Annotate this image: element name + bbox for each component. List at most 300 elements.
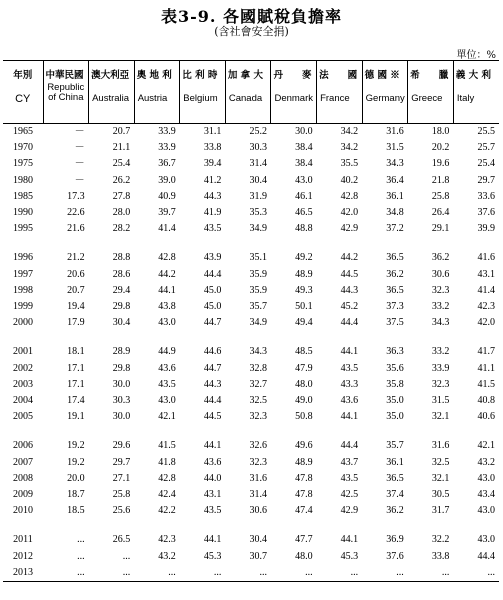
header-col-zh: 丹 麥 <box>273 70 312 81</box>
value-cell: ... <box>122 550 131 562</box>
header-col-france <box>317 61 363 124</box>
table-row <box>3 487 499 503</box>
value-cell: 30.5 <box>431 489 450 501</box>
year-cell: 2008 <box>13 472 33 484</box>
year-cell: 1996 <box>13 252 33 264</box>
table-row <box>3 532 499 548</box>
value-cell: 18.0 <box>431 126 450 137</box>
table-row <box>3 283 499 299</box>
header-col-denmark <box>271 61 317 124</box>
page-title: 表3-9. 各國賦稅負擔率 <box>160 7 343 26</box>
value-cell: 19.1 <box>67 411 85 423</box>
value-cell: 43.3 <box>340 378 359 390</box>
table-row <box>3 409 499 425</box>
value-cell: 49.4 <box>295 317 313 329</box>
value-cell: 30.6 <box>431 268 450 280</box>
value-cell: 42.5 <box>340 489 359 501</box>
value-cell: 41.5 <box>158 440 176 452</box>
year-cell: 1995 <box>13 223 33 235</box>
value-cell: 44.1 <box>203 534 222 546</box>
value-cell: 34.3 <box>249 346 267 358</box>
value-cell: 29.8 <box>112 362 131 374</box>
header-col-zh: 法 國 <box>319 70 358 81</box>
value-cell: 42.1 <box>477 440 495 452</box>
value-cell: 45.3 <box>340 550 359 562</box>
value-cell: ... <box>317 565 363 582</box>
value-cell: 33.9 <box>158 142 176 154</box>
year-cell: 2003 <box>13 378 33 390</box>
value-cell: 50.8 <box>295 411 313 423</box>
value-cell: 25.2 <box>249 126 267 137</box>
value-cell: 35.0 <box>386 395 404 407</box>
value-cell: 42.4 <box>158 489 176 501</box>
value-cell: 31.1 <box>203 126 222 137</box>
value-cell: 35.7 <box>249 301 267 313</box>
value-cell: 29.7 <box>477 174 495 186</box>
value-cell: 43.5 <box>203 505 222 517</box>
value-cell: 45.3 <box>203 550 222 562</box>
value-cell: 28.9 <box>112 346 131 358</box>
value-cell: 21.1 <box>112 142 131 154</box>
table-body <box>3 124 499 582</box>
value-cell: 28.2 <box>112 223 131 235</box>
value-cell: 32.3 <box>431 378 450 390</box>
value-cell: 25.4 <box>477 158 495 170</box>
table-row <box>3 471 499 487</box>
value-cell: 33.6 <box>477 190 495 202</box>
value-cell: 43.7 <box>340 456 359 468</box>
value-cell: ... <box>134 565 180 582</box>
value-cell: 40.2 <box>340 174 359 186</box>
value-cell: 25.4 <box>112 158 131 170</box>
value-cell: 43.5 <box>340 472 359 484</box>
value-cell: 48.0 <box>295 550 313 562</box>
table-row <box>3 455 499 471</box>
value-cell: 43.8 <box>158 301 176 313</box>
value-cell: 29.7 <box>112 456 131 468</box>
value-cell: 49.0 <box>295 395 313 407</box>
value-cell: ... <box>77 534 85 546</box>
value-cell: 36.1 <box>386 190 404 202</box>
header-col-canada <box>225 61 271 124</box>
header-col-zh: 德 國 ※ <box>364 70 400 81</box>
value-cell: 47.9 <box>295 362 313 374</box>
value-cell: 35.9 <box>249 268 267 280</box>
value-cell: 31.5 <box>431 395 450 407</box>
value-cell: 43.0 <box>477 505 495 517</box>
value-cell: 18.7 <box>67 489 85 501</box>
value-cell: 29.4 <box>112 284 131 296</box>
value-cell: 28.8 <box>112 252 131 264</box>
value-cell: 41.7 <box>477 346 495 358</box>
unit-label: 單位：% <box>456 50 496 61</box>
value-cell: 36.5 <box>386 252 404 264</box>
value-cell: 20.7 <box>112 126 131 137</box>
year-cell: 1975 <box>13 158 33 170</box>
value-cell: 39.0 <box>158 174 176 186</box>
value-cell: 33.8 <box>203 142 222 154</box>
value-cell: 34.3 <box>431 317 450 329</box>
value-cell: 28.6 <box>112 268 131 280</box>
value-cell: 31.4 <box>249 158 267 170</box>
year-cell: 2012 <box>13 550 33 562</box>
value-cell: 44.5 <box>340 268 359 280</box>
header-col-en: Belgium <box>183 93 218 104</box>
value-cell: ... <box>408 565 454 582</box>
value-cell: 30.6 <box>249 505 267 517</box>
value-cell: 36.1 <box>386 456 404 468</box>
year-cell: 2011 <box>13 534 33 546</box>
table-row <box>3 393 499 409</box>
value-cell: 33.2 <box>431 346 450 358</box>
value-cell: 35.6 <box>386 362 404 374</box>
value-cell: 44.3 <box>203 378 222 390</box>
spacer-cell <box>3 237 499 250</box>
value-cell: 38.4 <box>295 158 313 170</box>
tax-burden-table <box>3 60 499 582</box>
value-cell: 26.5 <box>112 534 131 546</box>
value-cell: 42.3 <box>477 301 495 313</box>
value-cell: 42.3 <box>158 534 176 546</box>
value-cell: 44.6 <box>203 346 222 358</box>
value-cell: 44.0 <box>203 472 222 484</box>
value-cell: 17.9 <box>67 317 85 329</box>
header-col-en: Italy <box>456 93 475 104</box>
value-cell: 41.8 <box>158 456 176 468</box>
value-cell: 26.4 <box>431 207 450 219</box>
value-cell: 20.0 <box>67 472 85 484</box>
value-cell: 43.1 <box>203 489 222 501</box>
value-cell: 47.4 <box>295 505 313 517</box>
value-cell: 25.8 <box>112 489 131 501</box>
value-cell: 30.4 <box>112 317 131 329</box>
year-cell: 2005 <box>13 411 33 423</box>
page-subtitle: (含社會安全捐) <box>214 25 289 38</box>
value-cell: 41.9 <box>203 207 222 219</box>
value-cell: 20.7 <box>67 284 85 296</box>
value-cell: 41.1 <box>477 362 495 374</box>
value-cell: 35.5 <box>340 158 359 170</box>
value-cell: 47.8 <box>295 472 313 484</box>
value-cell: 20.2 <box>431 142 450 154</box>
value-cell: 27.1 <box>112 472 131 484</box>
value-cell: 32.3 <box>249 456 267 468</box>
value-cell: 31.6 <box>386 126 404 137</box>
value-cell: 32.3 <box>431 284 450 296</box>
value-cell: 42.2 <box>158 505 176 517</box>
value-cell: 41.4 <box>158 223 176 235</box>
value-cell: 43.2 <box>158 550 176 562</box>
value-cell: ... <box>77 550 85 562</box>
table-row <box>3 140 499 156</box>
value-cell: 43.6 <box>203 456 222 468</box>
value-cell: 30.3 <box>249 142 267 154</box>
value-cell: 21.6 <box>67 223 85 235</box>
value-cell: 35.7 <box>386 440 404 452</box>
value-cell: 18.1 <box>67 346 85 358</box>
year-cell: 1985 <box>13 190 33 202</box>
value-cell: 44.4 <box>477 550 495 562</box>
value-cell: 18.5 <box>67 505 85 517</box>
value-cell: 32.1 <box>431 472 450 484</box>
header-col-zh: 義 大 利 <box>455 70 491 81</box>
value-cell: 43.5 <box>203 223 222 235</box>
value-cell: 41.2 <box>203 174 222 186</box>
value-cell: 32.5 <box>249 395 267 407</box>
value-cell: 34.2 <box>340 126 359 137</box>
year-cell: 2002 <box>13 362 33 374</box>
value-cell: 43.5 <box>340 362 359 374</box>
header-col-en: Republic of China <box>47 82 85 103</box>
value-cell: 44.3 <box>203 190 222 202</box>
header-col-en: Canada <box>228 93 263 104</box>
value-cell: 40.8 <box>477 395 495 407</box>
value-cell: 48.9 <box>295 456 313 468</box>
header-col-zh: 中華民國 <box>45 70 84 81</box>
value-cell: 43.6 <box>158 362 176 374</box>
value-cell: 32.6 <box>249 440 267 452</box>
value-cell: 48.9 <box>295 268 313 280</box>
table-row <box>3 205 499 221</box>
value-cell: 44.1 <box>158 284 176 296</box>
value-cell: － <box>74 126 85 137</box>
value-cell: 35.8 <box>386 378 404 390</box>
year-cell: 1997 <box>13 268 33 280</box>
value-cell: 33.9 <box>431 362 450 374</box>
value-cell: ... <box>362 565 408 582</box>
value-cell: 44.1 <box>203 440 222 452</box>
value-cell: 49.3 <box>295 284 313 296</box>
spacer-cell <box>3 331 499 344</box>
value-cell: 42.0 <box>340 207 359 219</box>
value-cell: 43.4 <box>477 489 495 501</box>
value-cell: 43.0 <box>295 174 313 186</box>
value-cell: 43.5 <box>158 378 176 390</box>
value-cell: 31.9 <box>249 190 267 202</box>
table-row <box>3 344 499 360</box>
group-spacer <box>3 519 499 532</box>
value-cell: 19.2 <box>67 440 85 452</box>
value-cell: 36.5 <box>386 472 404 484</box>
value-cell: 35.3 <box>249 207 267 219</box>
value-cell: 43.0 <box>158 317 176 329</box>
value-cell: 36.7 <box>158 158 176 170</box>
value-cell: 17.1 <box>67 378 85 390</box>
value-cell: 30.0 <box>295 126 313 137</box>
value-cell: ... <box>180 565 226 582</box>
value-cell: 30.0 <box>112 411 131 423</box>
value-cell: 30.4 <box>249 534 267 546</box>
year-cell: 2001 <box>13 346 33 358</box>
value-cell: 25.8 <box>431 190 450 202</box>
value-cell: 36.2 <box>431 252 450 264</box>
value-cell: 44.2 <box>158 268 176 280</box>
value-cell: 42.9 <box>340 505 359 517</box>
value-cell: 36.5 <box>386 284 404 296</box>
value-cell: 45.2 <box>340 301 359 313</box>
year-cell: 2004 <box>13 395 33 407</box>
value-cell: 50.1 <box>295 301 313 313</box>
value-cell: 21.2 <box>67 252 85 264</box>
value-cell: 33.8 <box>431 550 450 562</box>
year-cell: 1965 <box>13 126 33 137</box>
value-cell: 37.2 <box>386 223 404 235</box>
value-cell: 31.6 <box>249 472 267 484</box>
value-cell: 41.5 <box>477 378 495 390</box>
group-spacer <box>3 331 499 344</box>
value-cell: 31.4 <box>249 489 267 501</box>
value-cell: 47.7 <box>295 534 313 546</box>
value-cell: 43.1 <box>477 268 495 280</box>
value-cell: 44.7 <box>203 317 222 329</box>
value-cell: 43.6 <box>340 395 359 407</box>
value-cell: 46.5 <box>295 207 313 219</box>
header-col-zh: 希 臘 <box>410 70 449 81</box>
value-cell: 46.1 <box>295 190 313 202</box>
value-cell: 44.4 <box>340 317 359 329</box>
header-col-zh: 澳大利亞 <box>91 70 130 81</box>
table-row <box>3 315 499 331</box>
value-cell: 37.3 <box>386 301 404 313</box>
header-col-en: Australia <box>92 93 130 104</box>
table-row <box>3 438 499 454</box>
value-cell: 38.4 <box>295 142 313 154</box>
value-cell: 36.9 <box>386 534 404 546</box>
table-row <box>3 267 499 283</box>
spacer-cell <box>3 425 499 438</box>
value-cell: 42.8 <box>158 472 176 484</box>
value-cell: 32.1 <box>431 411 450 423</box>
header-col-zh: 比 利 時 <box>182 70 218 81</box>
value-cell: 34.9 <box>249 317 267 329</box>
value-cell: 41.4 <box>477 284 495 296</box>
value-cell: 37.4 <box>386 489 404 501</box>
spacer-cell <box>3 519 499 532</box>
year-cell: 2007 <box>13 456 33 468</box>
value-cell: 35.9 <box>249 284 267 296</box>
value-cell: 34.9 <box>249 223 267 235</box>
value-cell: 20.6 <box>67 268 85 280</box>
value-cell: 42.8 <box>158 252 176 264</box>
header-col-italy <box>453 61 499 124</box>
value-cell: 25.7 <box>477 142 495 154</box>
value-cell: 17.1 <box>67 362 85 374</box>
header-col-austria <box>134 61 180 124</box>
table-row <box>3 565 499 582</box>
header-col-belgium <box>180 61 226 124</box>
header-col-greece <box>408 61 454 124</box>
header-col-germany <box>362 61 408 124</box>
value-cell: 42.8 <box>340 190 359 202</box>
value-cell: 32.5 <box>431 456 450 468</box>
value-cell: 22.6 <box>67 207 85 219</box>
value-cell: 44.1 <box>340 411 359 423</box>
year-cell: 1980 <box>13 174 33 186</box>
table-row <box>3 503 499 519</box>
table-row <box>3 124 499 141</box>
value-cell: 26.2 <box>112 174 131 186</box>
year-cell: 2013 <box>3 565 43 582</box>
table-row <box>3 299 499 315</box>
value-cell: 21.8 <box>431 174 450 186</box>
value-cell: 44.4 <box>203 268 222 280</box>
value-cell: 30.0 <box>112 378 131 390</box>
value-cell: 42.1 <box>158 411 176 423</box>
value-cell: 31.7 <box>431 505 450 517</box>
value-cell: 19.2 <box>67 456 85 468</box>
value-cell: 44.7 <box>203 362 222 374</box>
value-cell: 45.0 <box>203 284 222 296</box>
value-cell: 30.3 <box>112 395 131 407</box>
value-cell: 31.5 <box>386 142 404 154</box>
value-cell: 30.4 <box>249 174 267 186</box>
value-cell: 35.0 <box>386 411 404 423</box>
value-cell: ... <box>43 565 89 582</box>
year-cell: 2006 <box>13 440 33 452</box>
table-row <box>3 361 499 377</box>
value-cell: 42.9 <box>340 223 359 235</box>
header-row <box>3 61 499 124</box>
value-cell: 48.8 <box>295 223 313 235</box>
group-spacer <box>3 425 499 438</box>
value-cell: 47.8 <box>295 489 313 501</box>
value-cell: 34.8 <box>386 207 404 219</box>
value-cell: 44.1 <box>340 346 359 358</box>
value-cell: 31.6 <box>431 440 450 452</box>
value-cell: 33.9 <box>158 126 176 137</box>
value-cell: 33.2 <box>431 301 450 313</box>
value-cell: 36.3 <box>386 346 404 358</box>
value-cell: 49.6 <box>295 440 313 452</box>
value-cell: 39.7 <box>158 207 176 219</box>
value-cell: 39.4 <box>203 158 222 170</box>
year-cell: 1970 <box>13 142 33 154</box>
value-cell: 44.1 <box>340 534 359 546</box>
header-col-australia <box>89 61 135 124</box>
value-cell: 19.6 <box>431 158 450 170</box>
value-cell: 43.9 <box>203 252 222 264</box>
year-cell: 2000 <box>13 317 33 329</box>
value-cell: 39.9 <box>477 223 495 235</box>
header-col-en: Greece <box>411 93 443 104</box>
group-spacer <box>3 237 499 250</box>
value-cell: 25.6 <box>112 505 131 517</box>
value-cell: 37.6 <box>386 550 404 562</box>
value-cell: 17.4 <box>67 395 85 407</box>
value-cell: 36.2 <box>386 268 404 280</box>
value-cell: 40.9 <box>158 190 176 202</box>
value-cell: 37.5 <box>386 317 404 329</box>
header-year-zh: 年別 <box>13 70 33 81</box>
value-cell: 43.0 <box>477 534 495 546</box>
year-cell: 1999 <box>13 301 33 313</box>
table-row <box>3 173 499 189</box>
value-cell: 36.2 <box>386 505 404 517</box>
value-cell: － <box>74 142 85 154</box>
value-cell: 34.3 <box>386 158 404 170</box>
value-cell: 44.2 <box>340 252 359 264</box>
value-cell: 43.0 <box>477 472 495 484</box>
value-cell: 27.8 <box>112 190 131 202</box>
value-cell: 34.2 <box>340 142 359 154</box>
header-col-zh: 奧 地 利 <box>136 70 172 81</box>
value-cell: ... <box>89 565 135 582</box>
header-col-en: Denmark <box>274 93 314 104</box>
value-cell: 30.7 <box>249 550 267 562</box>
header-col-en: France <box>320 93 350 104</box>
value-cell: ... <box>225 565 271 582</box>
value-cell: 45.0 <box>203 301 222 313</box>
